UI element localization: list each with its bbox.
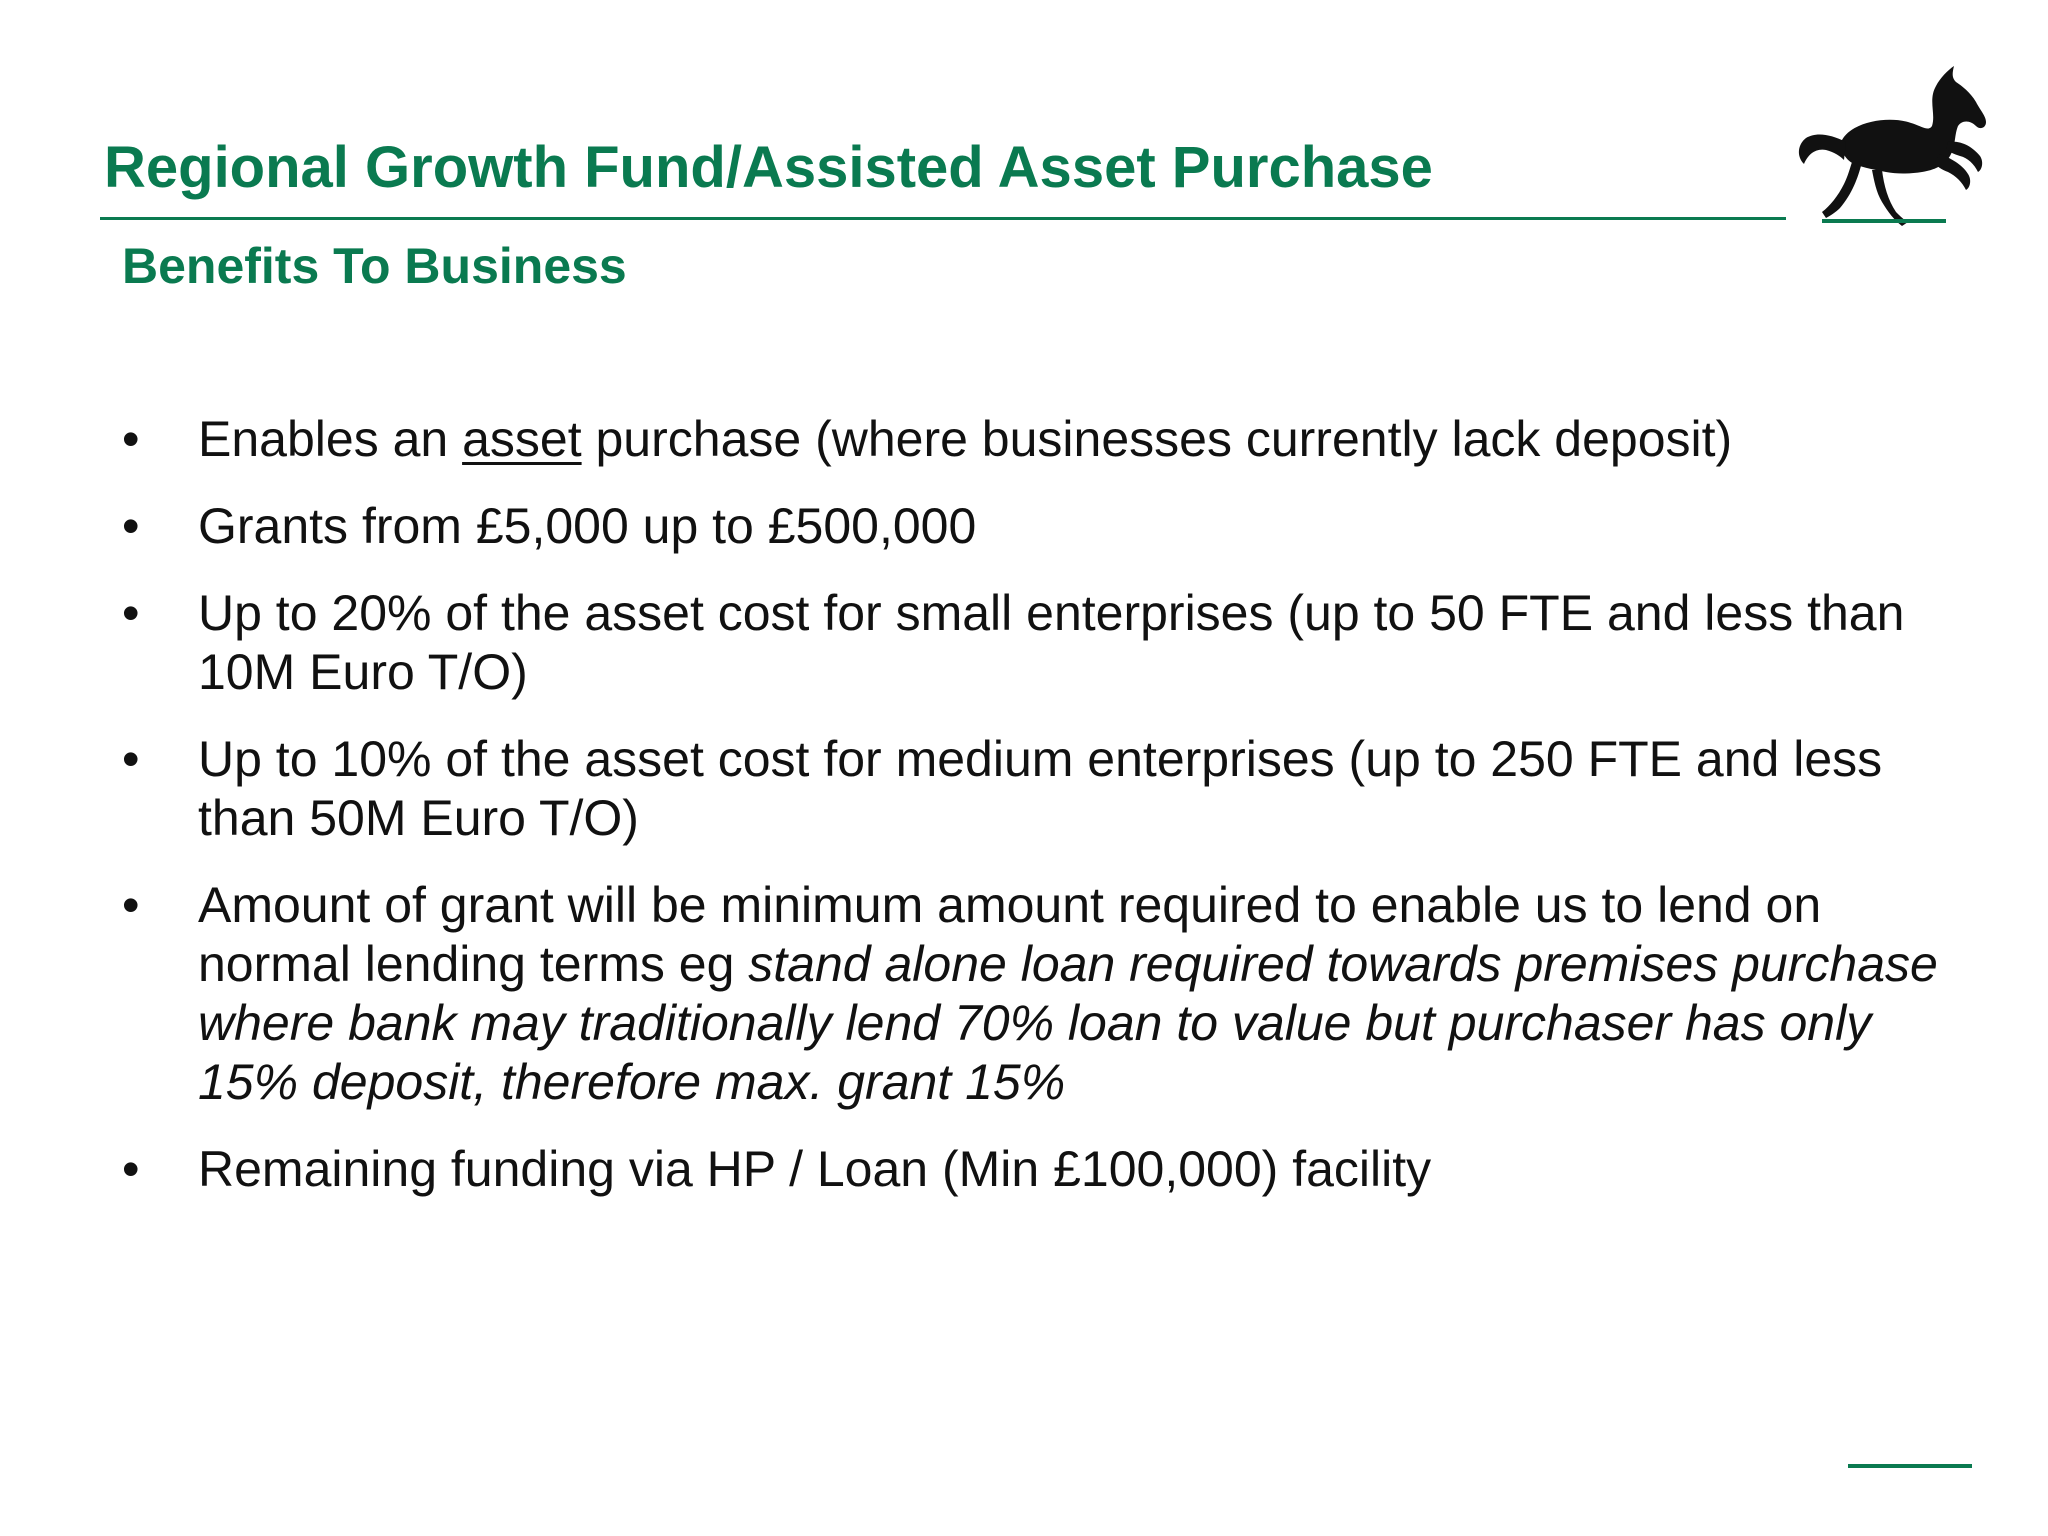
bullet-icon: •: [122, 411, 140, 467]
logo-underline: [1822, 219, 1946, 223]
title-divider: [100, 217, 1786, 220]
bullet-text: Up to 10% of the asset cost for medium enterprises (up to 250 FTE and less than 50M Euro T/O): [198, 731, 1883, 846]
bullet-icon: •: [122, 731, 140, 787]
bullet-text: Grants from £5,000 up to £500,000: [198, 498, 977, 554]
bullet-text: Remaining funding via HP / Loan (Min £100,000) facility: [198, 1141, 1432, 1197]
list-item: [120, 584, 1980, 702]
italic-example-text: stand alone loan required towards premises purchase where bank may traditionally lend 70% loan to value but purchaser has only 15% deposit, therefore max. grant 15%: [198, 936, 1938, 1110]
bullet-icon: •: [122, 498, 140, 554]
bullet-text-part: purchase (where businesses currently lack deposit): [581, 411, 1733, 467]
bullet-icon: •: [122, 877, 140, 933]
black-horse-logo-icon: [1790, 62, 1990, 230]
underlined-word: asset: [462, 411, 582, 467]
bullet-icon: •: [122, 1141, 140, 1197]
bullet-text: Up to 20% of the asset cost for small enterprises (up to 50 FTE and less than 10M Euro T/O): [198, 585, 1905, 700]
list-item: [120, 876, 1980, 1112]
bullet-text-part: Enables an: [198, 411, 463, 467]
slide-title: Regional Growth Fund/Assisted Asset Purchase: [104, 135, 1433, 200]
list-item: [120, 730, 1980, 848]
bullet-icon: •: [122, 585, 140, 641]
list-item: [120, 1140, 1980, 1199]
slide-subtitle: Benefits To Business: [122, 238, 627, 294]
bullet-text-part: Amount of grant will be minimum amount required to enable us to lend on normal lending terms eg: [198, 877, 1822, 992]
benefits-list: [120, 410, 1980, 1227]
bullet-text: [198, 410, 1980, 469]
list-item: [120, 410, 1980, 469]
bullet-text: [198, 876, 1980, 1112]
footer-divider: [1848, 1464, 1972, 1468]
list-item: [120, 497, 1980, 556]
